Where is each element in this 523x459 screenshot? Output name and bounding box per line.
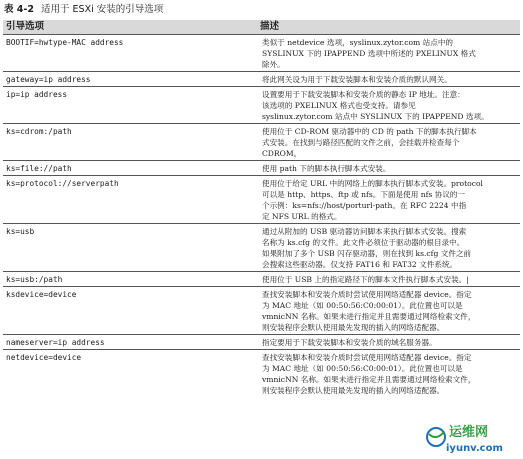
description-line: 指定要用于下载安装脚本和安装介质的域名服务器。 bbox=[262, 338, 437, 347]
description-line: 名称为 ks.cfg 的文件。此文件必须位于驱动器的根目录中。 bbox=[262, 238, 465, 247]
table-row bbox=[3, 272, 520, 287]
watermark-url-text: iyunv.com bbox=[446, 443, 503, 454]
description-cell bbox=[257, 87, 520, 124]
boot-option-cell: BOOTIF=hwtype-MAC address bbox=[3, 35, 257, 72]
description-line: 使用位于给定 URL 中的网络上的脚本执行脚本式安装。protocol bbox=[262, 179, 483, 188]
boot-option-cell: netdevice=device bbox=[3, 350, 257, 398]
table-row bbox=[3, 161, 520, 176]
header-description: 描述 bbox=[257, 20, 520, 35]
table-row bbox=[3, 287, 520, 335]
boot-option-cell: gateway=ip address bbox=[3, 72, 257, 87]
boot-option-cell: ks=cdrom:/path bbox=[3, 124, 257, 161]
description-line: 会搜索这些驱动器。仅支持 FAT16 和 FAT32 文件系统。 bbox=[262, 260, 458, 269]
description-cell bbox=[257, 161, 520, 176]
table-row bbox=[3, 87, 520, 124]
table-row bbox=[3, 35, 520, 72]
site-watermark bbox=[425, 419, 519, 457]
description-line: 设置要用于下载安装脚本和安装介质的静态 IP 地址。注意： bbox=[262, 90, 465, 99]
description-line: 为 MAC 地址（如 00:50:56:C0:00:01）。此位置也可以是 bbox=[262, 364, 463, 373]
description-cell bbox=[257, 287, 520, 335]
table-caption bbox=[4, 3, 163, 17]
boot-option-cell: ksdevice=device bbox=[3, 287, 257, 335]
description-line: 使用 path 下的脚本执行脚本式安装。 bbox=[262, 164, 391, 173]
description-line: 如果附加了多个 USB 闪存驱动器，则在找到 ks.cfg 文件之前 bbox=[262, 249, 472, 258]
description-line: 则安装程序会默认使用最先发现的插入的网络适配器。 bbox=[262, 323, 445, 332]
description-line: vmnicNN 名称。如果未进行指定并且需要通过网络检索文件， bbox=[262, 312, 476, 321]
table-header-row bbox=[3, 20, 520, 35]
table-row bbox=[3, 350, 520, 398]
watermark-globe-icon bbox=[427, 428, 445, 446]
description-cell bbox=[257, 35, 520, 72]
description-line: 式安装。在找到与路径匹配的文件之前，会挂载并检查每个 bbox=[262, 138, 460, 147]
boot-options-table bbox=[3, 20, 520, 397]
description-line: 使用位于 USB 上的指定路径下的脚本文件执行脚本式安装。| bbox=[262, 275, 469, 284]
description-line: 将此网关设为用于下载安装脚本和安装介质的默认网关。 bbox=[262, 75, 452, 84]
description-line: 则安装程序会默认使用最先发现的插入的网络适配器。 bbox=[262, 386, 445, 395]
watermark-cn-text: 运维网 bbox=[449, 425, 489, 440]
boot-option-cell: ks=file://path bbox=[3, 161, 257, 176]
boot-option-cell: ks=protocol://serverpath bbox=[3, 176, 257, 224]
table-number: 表 4-2 bbox=[4, 4, 34, 15]
description-line: 使用位于 CD-ROM 驱动器中的 CD 的 path 下的脚本执行脚本 bbox=[262, 127, 477, 136]
description-line: SYSLINUX 下的 IPAPPEND 选项中所述的 PXELINUX 格式 bbox=[262, 49, 476, 58]
description-line: 可以是 http、https、ftp 或 nfs。下面是使用 nfs 协议的一 bbox=[262, 190, 466, 199]
description-line: 通过从附加的 USB 驱动器访问脚本来执行脚本式安装。搜索 bbox=[262, 227, 467, 236]
description-cell bbox=[257, 72, 520, 87]
boot-option-cell: ks=usb bbox=[3, 224, 257, 272]
description-cell bbox=[257, 124, 520, 161]
description-line: 查找安装脚本和安装介质时尝试使用网络适配器 device。指定 bbox=[262, 353, 472, 362]
description-cell bbox=[257, 176, 520, 224]
description-line: vmnicNN 名称。如果未进行指定并且需要通过网络检索文件， bbox=[262, 375, 476, 384]
table-row bbox=[3, 335, 520, 350]
table-row bbox=[3, 124, 520, 161]
table-row bbox=[3, 224, 520, 272]
description-line: 为 MAC 地址（如 00:50:56:C0:00:01）。此位置也可以是 bbox=[262, 301, 463, 310]
description-line: 除外。 bbox=[262, 60, 285, 69]
description-line: 个示例：ks=nfs://host/porturl-path。在 RFC 2224 中指 bbox=[262, 201, 467, 210]
description-line: 该选项的 PXELINUX 格式也受支持。请参见 bbox=[262, 101, 416, 110]
description-cell bbox=[257, 335, 520, 350]
boot-option-cell: nameserver=ip address bbox=[3, 335, 257, 350]
description-line: syslinux.zytor.com 站点中 SYSLINUX 下的 IPAPPEND 选项。 bbox=[262, 112, 489, 121]
description-line: 类似于 netdevice 选项，syslinux.zytor.com 站点中的 bbox=[262, 38, 454, 47]
table-row bbox=[3, 72, 520, 87]
boot-option-cell: ip=ip address bbox=[3, 87, 257, 124]
description-cell bbox=[257, 224, 520, 272]
header-boot-option: 引导选项 bbox=[3, 20, 257, 35]
description-cell bbox=[257, 272, 520, 287]
description-line: CDROM。 bbox=[262, 149, 302, 158]
description-line: 查找安装脚本和安装介质时尝试使用网络适配器 device。指定 bbox=[262, 290, 472, 299]
boot-option-cell: ks=usb:/path bbox=[3, 272, 257, 287]
description-line: 定 NFS URL 的格式。 bbox=[262, 212, 342, 221]
description-cell bbox=[257, 350, 520, 398]
table-row bbox=[3, 176, 520, 224]
table-title: 适用于 ESXi 安装的引导选项 bbox=[41, 4, 164, 15]
